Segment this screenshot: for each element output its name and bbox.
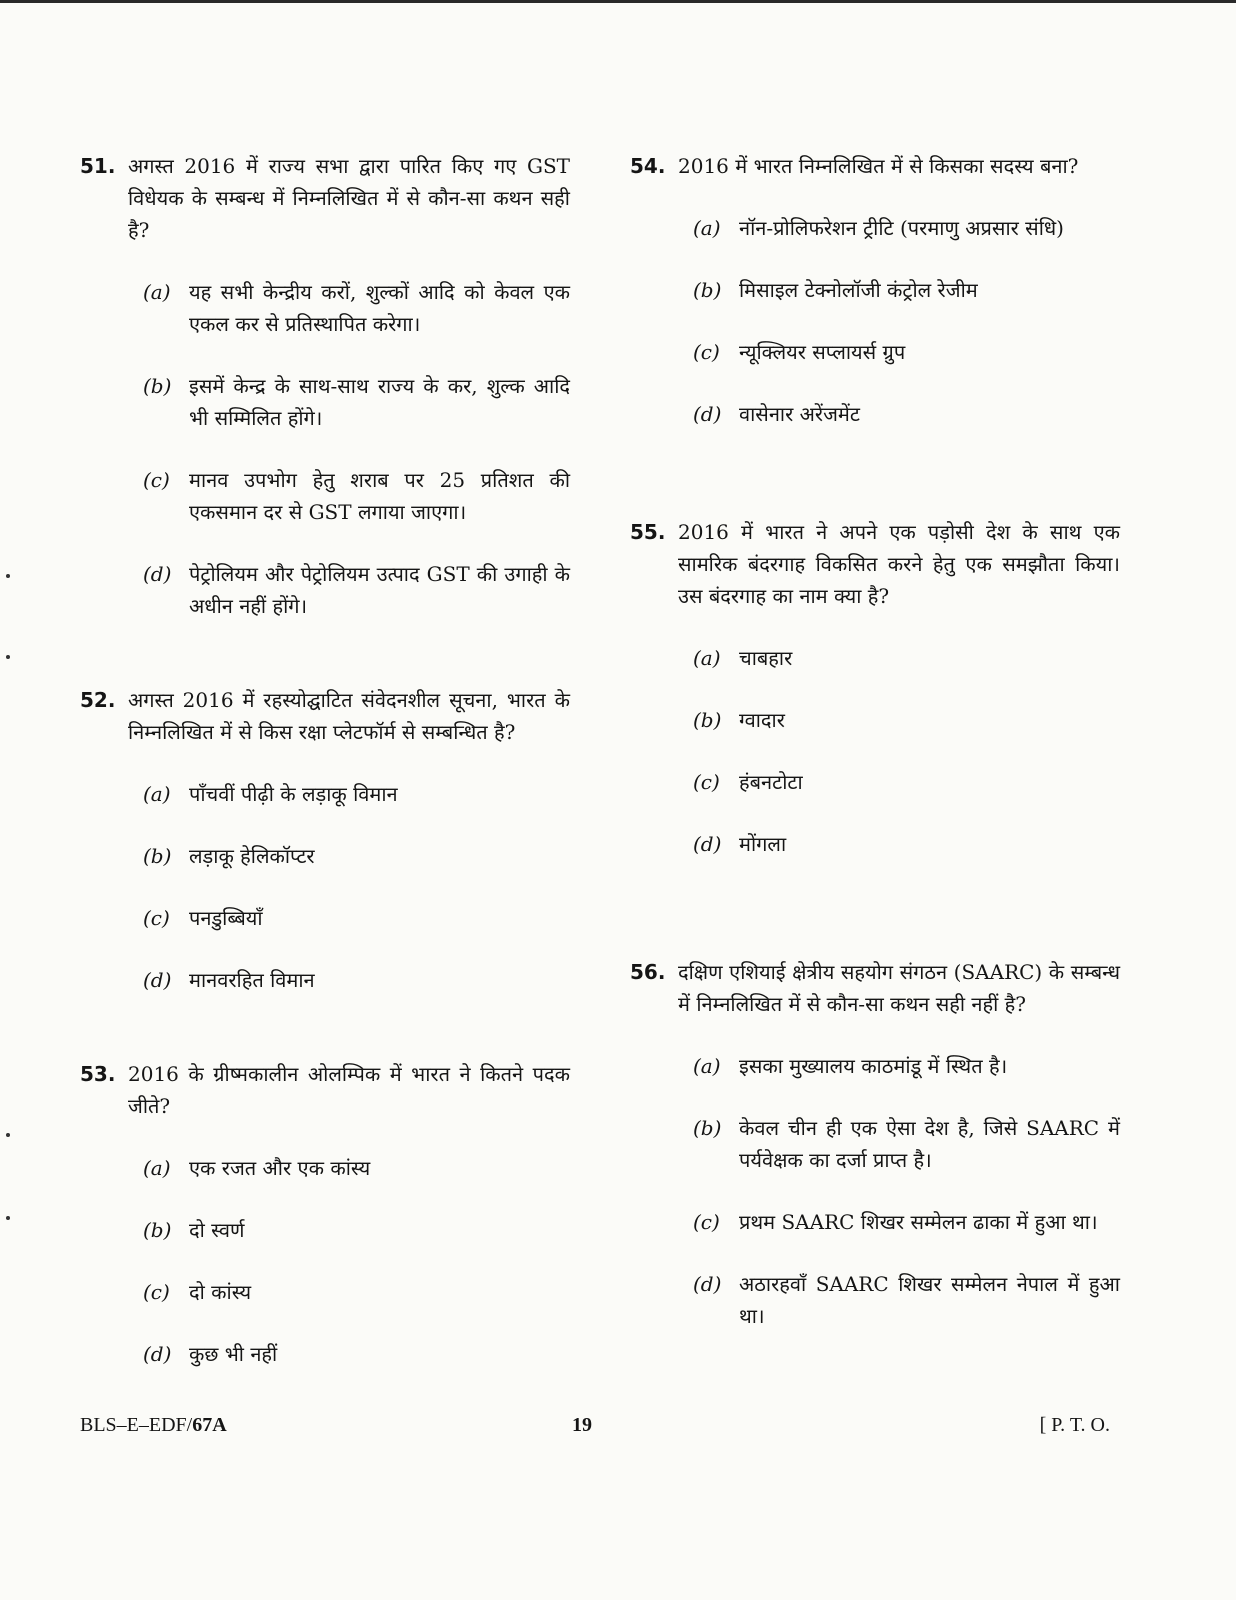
options-list <box>80 1152 570 1370</box>
option-c <box>143 1276 570 1308</box>
page-number: 19 <box>572 1414 592 1436</box>
option-c <box>693 1206 1120 1238</box>
question-51 <box>80 150 570 622</box>
question-text: दक्षिण एशियाई क्षेत्रीय सहयोग संगठन (SAARC) के सम्बन्ध में निम्नलिखित में से कौन-सा कथन सही नहीं है? <box>678 960 1120 1016</box>
question-text: अगस्त 2016 में रहस्योद्घाटित संवेदनशील सूचना, भारत के निम्नलिखित में से किस रक्षा प्लेटफॉर्म से सम्बन्धित है? <box>128 688 570 744</box>
paper-code-suffix: 67A <box>192 1414 227 1436</box>
option-d <box>693 828 1120 860</box>
option-label: (b) <box>693 1116 722 1140</box>
option-b <box>693 274 1120 306</box>
options-list <box>80 778 570 996</box>
question-number: 52. <box>80 688 116 712</box>
option-a <box>693 212 1120 244</box>
option-label: (d) <box>693 832 722 856</box>
right-column <box>630 150 1120 1394</box>
option-label: (a) <box>693 216 721 240</box>
option-b <box>693 704 1120 736</box>
option-text: मानवरहित विमान <box>189 968 315 992</box>
options-list <box>80 276 570 622</box>
option-text: दो स्वर्ण <box>189 1218 245 1242</box>
option-d <box>143 1338 570 1370</box>
option-text: ग्वादार <box>739 708 785 732</box>
option-a <box>693 1050 1120 1082</box>
option-label: (c) <box>693 340 720 364</box>
option-text: हंबनटोटा <box>739 770 803 794</box>
option-b <box>143 370 570 434</box>
option-a <box>143 1152 570 1184</box>
option-a <box>693 642 1120 674</box>
option-text: अठारहवाँ SAARC शिखर सम्मेलन नेपाल में हुआ था। <box>739 1272 1120 1328</box>
scan-speck <box>6 574 10 578</box>
option-label: (b) <box>143 374 172 398</box>
option-c <box>143 464 570 528</box>
option-text: पाँचवीं पीढ़ी के लड़ाकू विमान <box>189 782 398 806</box>
option-text: पेट्रोलियम और पेट्रोलियम उत्पाद GST की उगाही के अधीन नहीं होंगे। <box>189 562 570 618</box>
option-label: (c) <box>693 770 720 794</box>
paper-code <box>80 1414 227 1437</box>
option-label: (a) <box>693 1054 721 1078</box>
option-label: (d) <box>693 402 722 426</box>
option-label: (b) <box>693 278 722 302</box>
option-text: कुछ भी नहीं <box>189 1342 278 1366</box>
option-label: (d) <box>143 1342 172 1366</box>
option-label: (c) <box>143 1280 170 1304</box>
option-c <box>143 902 570 934</box>
question-53 <box>80 1058 570 1370</box>
option-text: प्रथम SAARC शिखर सम्मेलन ढाका में हुआ था। <box>739 1210 1098 1234</box>
option-label: (c) <box>693 1210 720 1234</box>
option-text: दो कांस्य <box>189 1280 252 1304</box>
option-label: (a) <box>143 280 171 304</box>
option-label: (c) <box>143 906 170 930</box>
question-number: 53. <box>80 1062 116 1086</box>
option-b <box>693 1112 1120 1176</box>
option-text: केवल चीन ही एक ऐसा देश है, जिसे SAARC में पर्यवेक्षक का दर्जा प्राप्त है। <box>739 1116 1120 1172</box>
paper-code-prefix: BLS–E–EDF/ <box>80 1414 193 1436</box>
pto-label: [ P. T. O. <box>1039 1414 1110 1436</box>
top-border <box>0 0 1236 3</box>
option-text: वासेनार अरेंजमेंट <box>739 402 860 426</box>
option-text: पनडुब्बियाँ <box>189 906 263 930</box>
option-text: लड़ाकू हेलिकॉप्टर <box>189 844 315 868</box>
question-number: 55. <box>630 520 666 544</box>
options-list <box>630 1050 1120 1332</box>
option-c <box>693 336 1120 368</box>
option-d <box>693 398 1120 430</box>
option-b <box>143 1214 570 1246</box>
option-label: (b) <box>143 1218 172 1242</box>
option-text: चाबहार <box>739 646 793 670</box>
page-footer <box>80 1414 1110 1444</box>
option-d <box>693 1268 1120 1332</box>
scan-speck <box>6 1216 10 1220</box>
question-56 <box>630 956 1120 1332</box>
option-a <box>143 778 570 810</box>
option-label: (d) <box>693 1272 722 1296</box>
option-label: (c) <box>143 468 170 492</box>
option-text: इसमें केन्द्र के साथ-साथ राज्य के कर, शुल्क आदि भी सम्मिलित होंगे। <box>189 374 570 430</box>
option-text: मिसाइल टेक्नोलॉजी कंट्रोल रेजीम <box>739 278 978 302</box>
option-label: (a) <box>143 782 171 806</box>
question-text: 2016 के ग्रीष्मकालीन ओलम्पिक में भारत ने कितने पदक जीते? <box>128 1062 570 1118</box>
option-label: (b) <box>143 844 172 868</box>
question-text: अगस्त 2016 में राज्य सभा द्वारा पारित किए गए GST विधेयक के सम्बन्ध में निम्नलिखित में से कौन-सा कथन सही है? <box>128 154 570 242</box>
option-text: न्यूक्लियर सप्लायर्स ग्रुप <box>739 340 906 364</box>
option-a <box>143 276 570 340</box>
option-d <box>143 964 570 996</box>
options-list <box>630 642 1120 860</box>
option-text: एक रजत और एक कांस्य <box>189 1156 371 1180</box>
question-text: 2016 में भारत ने अपने एक पड़ोसी देश के साथ एक सामरिक बंदरगाह विकसित करने हेतु एक समझौता किया। उस बंदरगाह का नाम क्या है? <box>678 520 1120 608</box>
options-list <box>630 212 1120 430</box>
scan-speck <box>6 655 10 659</box>
question-text: 2016 में भारत निम्नलिखित में से किसका सदस्य बना? <box>678 154 1079 178</box>
option-text: इसका मुख्यालय काठमांडू में स्थित है। <box>739 1054 1008 1078</box>
option-label: (d) <box>143 562 172 586</box>
question-number: 51. <box>80 154 116 178</box>
question-number: 54. <box>630 154 666 178</box>
option-label: (b) <box>693 708 722 732</box>
option-label: (d) <box>143 968 172 992</box>
option-b <box>143 840 570 872</box>
option-label: (a) <box>693 646 721 670</box>
option-label: (a) <box>143 1156 171 1180</box>
question-54 <box>630 150 1120 430</box>
option-text: यह सभी केन्द्रीय करों, शुल्कों आदि को केवल एक एकल कर से प्रतिस्थापित करेगा। <box>189 280 570 336</box>
option-text: मानव उपभोग हेतु शराब पर 25 प्रतिशत की एकसमान दर से GST लगाया जाएगा। <box>189 468 570 524</box>
question-number: 56. <box>630 960 666 984</box>
option-c <box>693 766 1120 798</box>
left-column <box>80 150 570 1432</box>
scan-speck <box>6 1133 10 1137</box>
option-d <box>143 558 570 622</box>
question-52 <box>80 684 570 996</box>
option-text: नॉन-प्रोलिफरेशन ट्रीटि (परमाणु अप्रसार संधि) <box>739 216 1064 240</box>
option-text: मोंगला <box>739 832 787 856</box>
question-55 <box>630 516 1120 860</box>
